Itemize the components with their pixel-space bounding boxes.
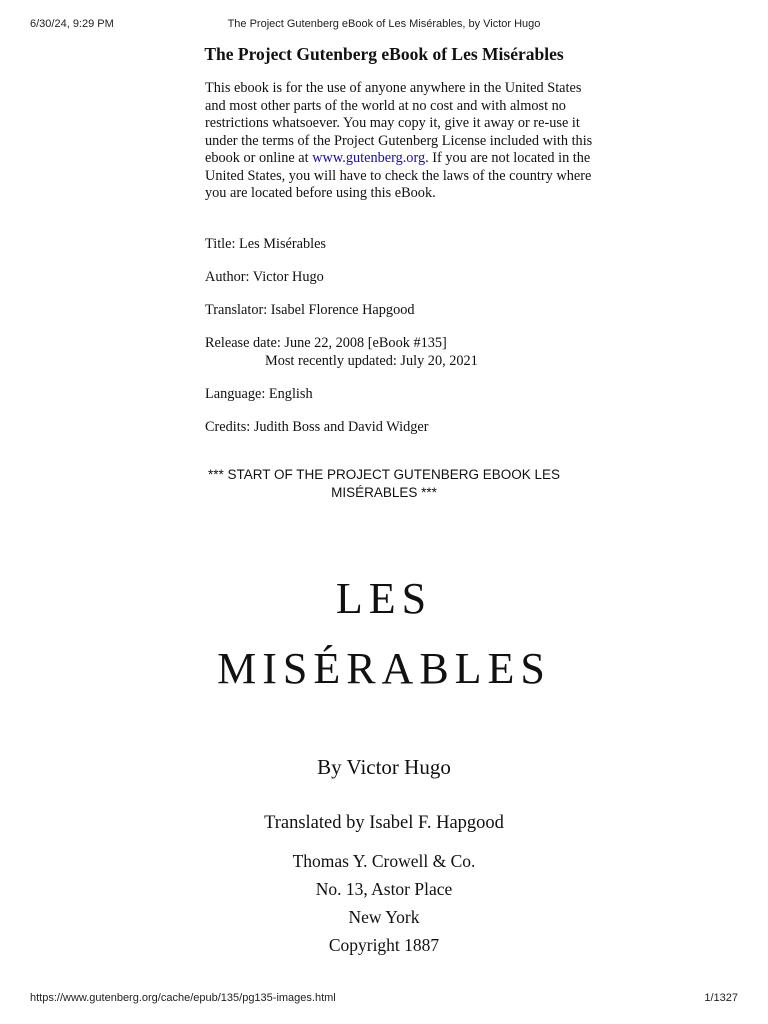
meta-title: Title: Les Misérables: [205, 236, 326, 252]
meta-language: Language: English: [205, 386, 313, 402]
page-number: 1/1327: [704, 992, 738, 1004]
publisher-name: Thomas Y. Crowell & Co.: [292, 851, 476, 871]
page-title: The Project Gutenberg eBook of Les Misérables: [204, 44, 564, 64]
publisher-block: [0, 847, 768, 959]
book-translator: Translated by Isabel F. Hapgood: [264, 813, 504, 833]
license-text-start: This ebook is for the use of anyone anywhere in the United States and most other parts of the world at no cost and with almost no restrictions whatsoever. You may copy it, give it away or re-use it under the terms of the Project Gutenberg License included with this ebook or online at: [205, 80, 593, 166]
meta-translator: Translator: Isabel Florence Hapgood: [205, 302, 415, 318]
book-byline: By Victor Hugo: [317, 755, 451, 779]
book-title-line1: LES: [335, 574, 433, 623]
print-datetime: 6/30/24, 9:29 PM: [30, 18, 114, 30]
gutenberg-link[interactable]: www.gutenberg.org: [312, 150, 426, 166]
copyright-line: Copyright 1887: [328, 935, 440, 955]
print-header: [0, 18, 768, 34]
print-doc-title: The Project Gutenberg eBook of Les Misérables, by Victor Hugo: [227, 18, 541, 30]
print-url: https://www.gutenberg.org/cache/epub/135/pg135-images.html: [30, 992, 336, 1004]
meta-release-date: Release date: June 22, 2008 [eBook #135]: [205, 335, 447, 351]
meta-release: [205, 335, 605, 370]
book-title-line2: MISÉRABLES: [217, 644, 551, 693]
start-marker: *** START OF THE PROJECT GUTENBERG EBOOK LES MISÉRABLES ***: [207, 467, 561, 500]
meta-updated: Most recently updated: July 20, 2021: [265, 352, 478, 369]
print-footer: [0, 992, 768, 1008]
license-paragraph: [205, 80, 597, 203]
meta-author: Author: Victor Hugo: [205, 269, 324, 285]
license-text-end: . If you are not located in the United States, you will have to check the laws of the country where you are located before using this eBook.: [205, 150, 592, 201]
publisher-address: No. 13, Astor Place: [315, 879, 453, 899]
meta-credits: Credits: Judith Boss and David Widger: [205, 419, 429, 435]
publisher-city: New York: [348, 907, 420, 927]
